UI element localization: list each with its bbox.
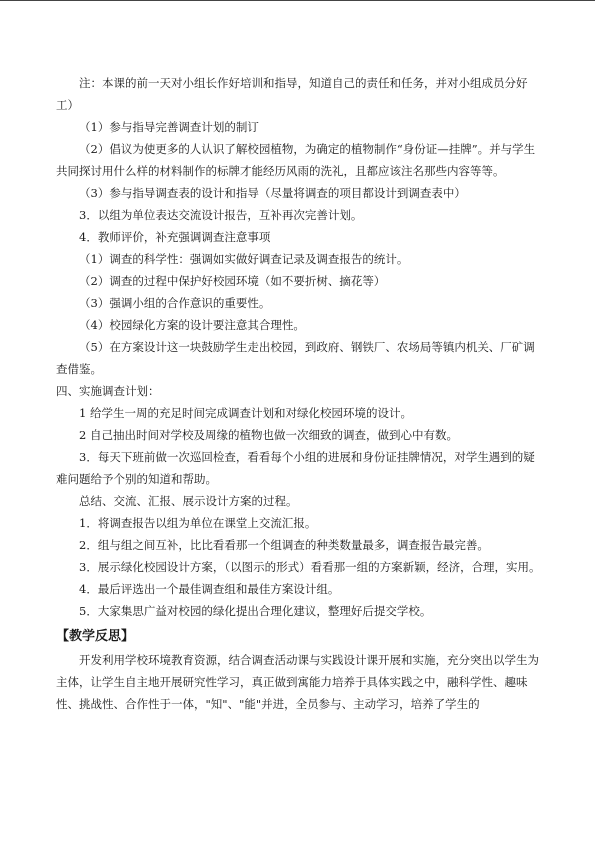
step-item: 5．大家集思广益对校园的绿化提出合理化建议，整理好后提交学校。 xyxy=(79,604,432,618)
document-body xyxy=(56,72,541,715)
step-item: （4）校园绿化方案的设计要注意其合理性。 xyxy=(79,318,305,332)
step-item: （3）参与指导调查表的设计和指导（尽量将调查的项目都设计到调查表中） xyxy=(79,186,466,200)
step-item: （1）调查的科学性：强调如实做好调查记录及调查报告的统计。 xyxy=(79,252,409,266)
reflection-heading: 【教学反思】 xyxy=(56,629,135,644)
step-item: 1 给学生一周的充足时间完成调查计划和对绿化校园环境的设计。 xyxy=(79,406,412,420)
step-item: 2．组与组之间互补，比比看看那一个组调查的种类数量最多，调查报告最完善。 xyxy=(79,538,489,552)
step-item: 4．教师评价，补充强调调查注意事项 xyxy=(79,230,271,244)
step-item: 4．最后评选出一个最佳调查组和最佳方案设计组。 xyxy=(79,582,340,596)
section-heading: 四、实施调查计划： xyxy=(56,384,160,398)
header-rule xyxy=(0,0,595,1)
step-item: （1）参与指导完善调查计划的制订 xyxy=(79,120,259,134)
step-item: （5）在方案设计这一块鼓励学生走出校园，到政府、钢铁厂、农场局等镇内机关、厂矿调查借鉴。 xyxy=(56,340,535,376)
step-item: （2）倡议为使更多的人认识了解校园植物，为确定的植物制作“身份证—挂牌”。并与学生共同探讨用什么样的材料制作的标牌才能经历风雨的洗礼，且都应该注名那些内容等等。 xyxy=(56,142,536,178)
step-item: 3．以组为单位表达交流设计报告，互补再次完善计划。 xyxy=(79,208,363,222)
step-item: 3．每天下班前做一次巡回检查，看看每个小组的进展和身份证挂牌情况，对学生遇到的疑难问题给予个别的知道和帮助。 xyxy=(56,450,535,486)
step-item: （2）调查的过程中保护好校园环境（如不要折树、摘花等） xyxy=(79,274,386,288)
note-paragraph: 注：本课的前一天对小组长作好培训和指导，知道自己的责任和任务，并对小组成员分好工） xyxy=(56,76,528,112)
step-item: 2 自己抽出时间对学校及周缘的植物也做一次细致的调查，做到心中有数。 xyxy=(79,428,458,442)
step-item: 3．展示绿化校园设计方案，（以图示的形式）看看那一组的方案新颖，经济，合理，实用。 xyxy=(79,560,541,574)
reflection-paragraph: 开发利用学校环境教育资源，结合调查活动课与实践设计课开展和实施，充分突出以学生为主体，让学生自主地开展研究性学习，真正做到寓能力培养于具体实践之中，融科学性、趣味性、挑战性、合作性于一体，"知"、"能"并进，全员参与、主动学习，培养了学生的 xyxy=(56,653,539,711)
step-item: 1．将调查报告以组为单位在课堂上交流汇报。 xyxy=(79,516,317,530)
subsection-title: 总结、交流、汇报、展示设计方案的过程。 xyxy=(79,494,298,508)
step-item: （3）强调小组的合作意识的重要性。 xyxy=(79,296,271,310)
